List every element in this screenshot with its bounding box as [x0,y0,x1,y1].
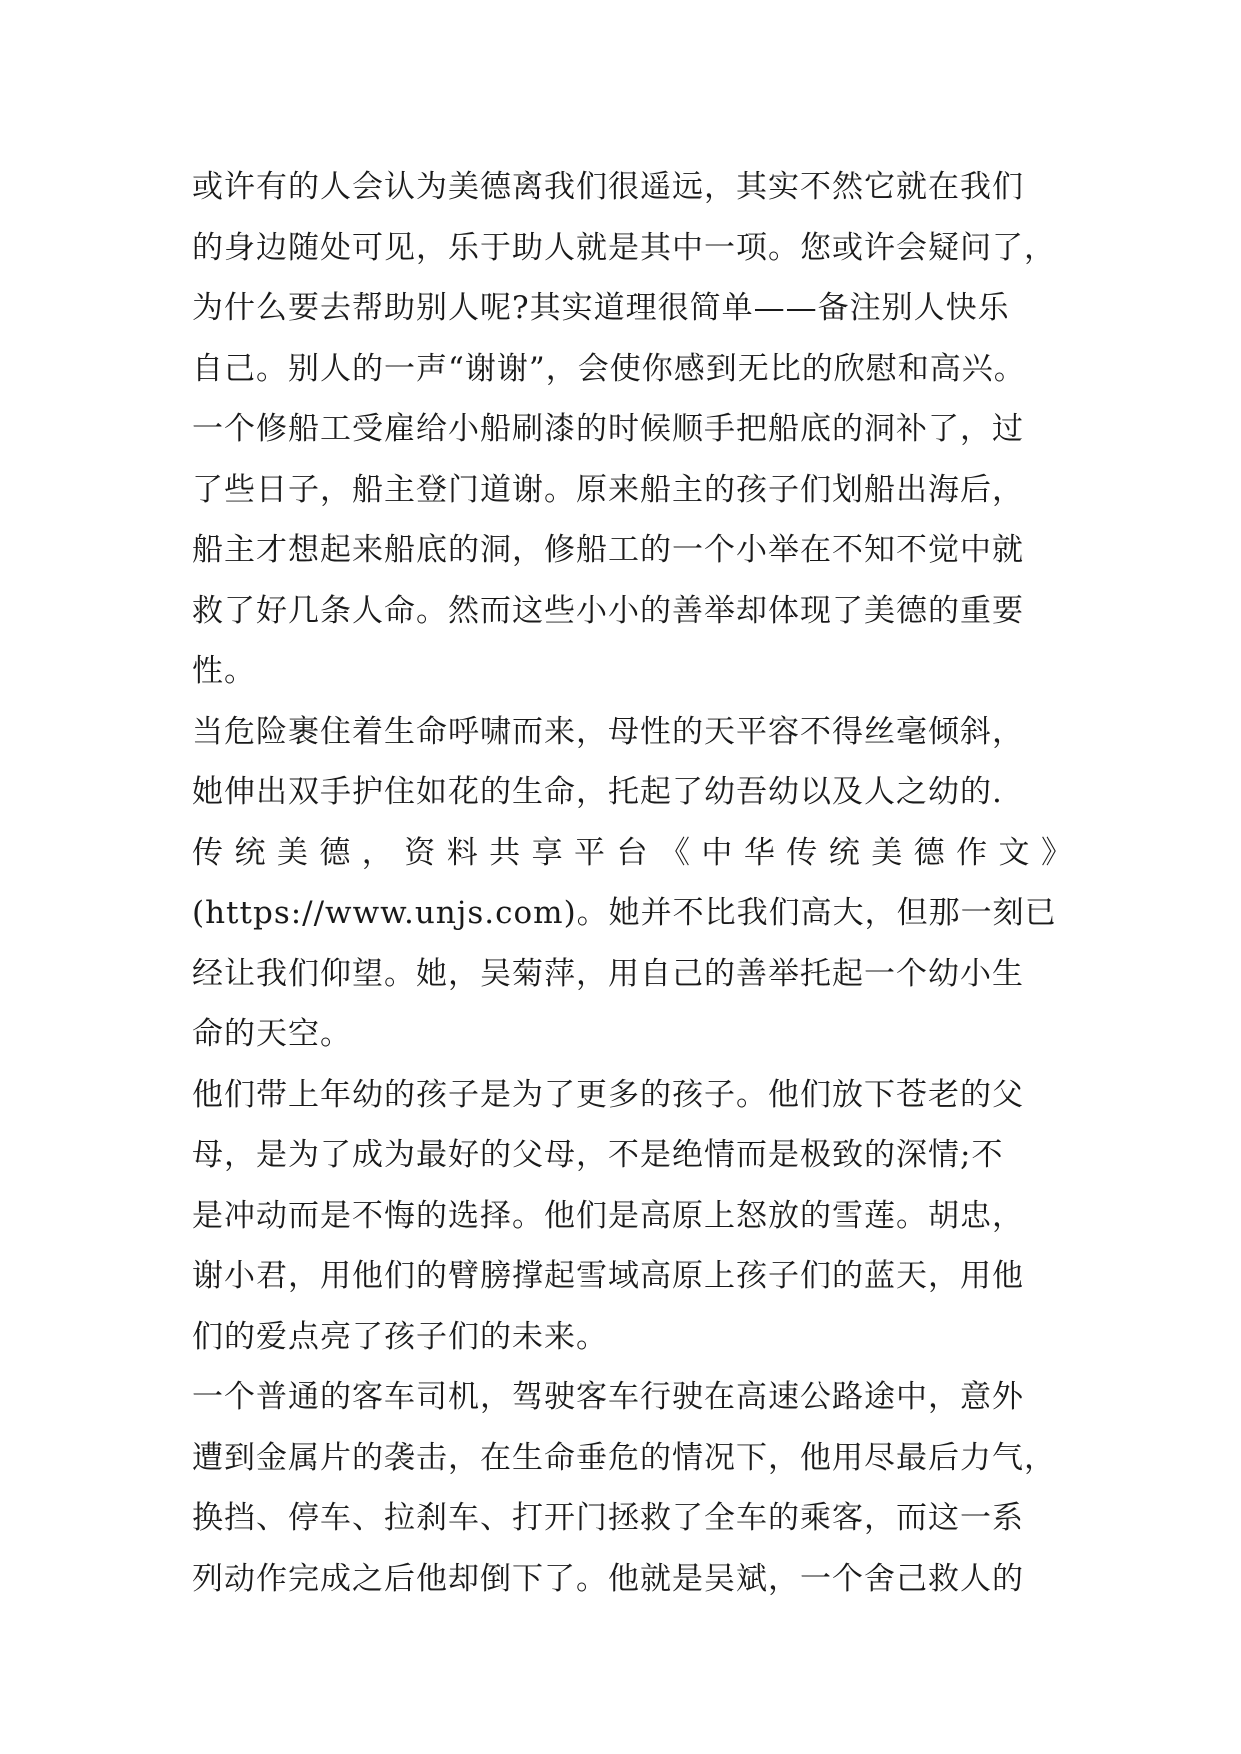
text-line: 母，是为了成为最好的父母，不是绝情而是极致的深情;不 [192,1137,1004,1173]
text-line: 们的爱点亮了孩子们的未来。 [192,1318,608,1355]
text-line: 传 统 美 德 ， 资 料 共 享 平 台 《 中 华 传 统 美 德 作 文 》 [192,834,1072,871]
text-line: 自己。别人的一声“谢谢”，会使你感到无比的欣慰和高兴。 [192,350,1026,387]
text-line: 命的天空。 [192,1016,352,1052]
text-line: 了些日子，船主登门道谢。原来船主的孩子们划船出海后， [192,471,1024,508]
text-line: 一个普通的客车司机，驾驶客车行驶在高速公路途中，意外 [192,1379,1024,1415]
text-line: 当危险裹住着生命呼啸而来，母性的天平容不得丝毫倾斜， [192,713,1024,750]
text-line: 是冲动而是不悔的选择。他们是高原上怒放的雪莲。胡忠， [192,1197,1024,1234]
text-line: 列动作完成之后他却倒下了。他就是吴斌，一个舍己救人的 [192,1560,1024,1597]
text-line: 遭到金属片的袭击，在生命垂危的情况下，他用尽最后力气， [192,1439,1056,1476]
text-line: 的身边随处可见，乐于助人就是其中一项。您或许会疑问了， [192,229,1056,266]
text-line: (https://www.unjs.com)。她并不比我们高大，但那一刻已 [192,895,1057,931]
text-line: 她伸出双手护住如花的生命，托起了幼吾幼以及人之幼的. [192,774,1003,810]
text-line: 为什么要去帮助别人呢?其实道理很简单——备注别人快乐 [192,290,1010,326]
text-line: 他们带上年幼的孩子是为了更多的孩子。他们放下苍老的父 [192,1076,1024,1113]
text-line: 经让我们仰望。她，吴菊萍，用自己的善举托起一个幼小生 [192,955,1024,992]
document-body [192,157,1072,1609]
text-line: 一个修船工受雇给小船刷漆的时候顺手把船底的洞补了，过 [192,411,1024,447]
text-line: 或许有的人会认为美德离我们很遥远，其实不然它就在我们 [192,169,1024,205]
text-line: 性。 [192,653,256,689]
text-line: 换挡、停车、拉刹车、打开门拯救了全车的乘客，而这一系 [192,1500,1024,1536]
text-line: 救了好几条人命。然而这些小小的善举却体现了美德的重要 [192,592,1024,629]
text-line: 船主才想起来船底的洞，修船工的一个小举在不知不觉中就 [192,532,1024,568]
text-line: 谢小君，用他们的臂膀撑起雪域高原上孩子们的蓝天，用他 [192,1258,1024,1294]
